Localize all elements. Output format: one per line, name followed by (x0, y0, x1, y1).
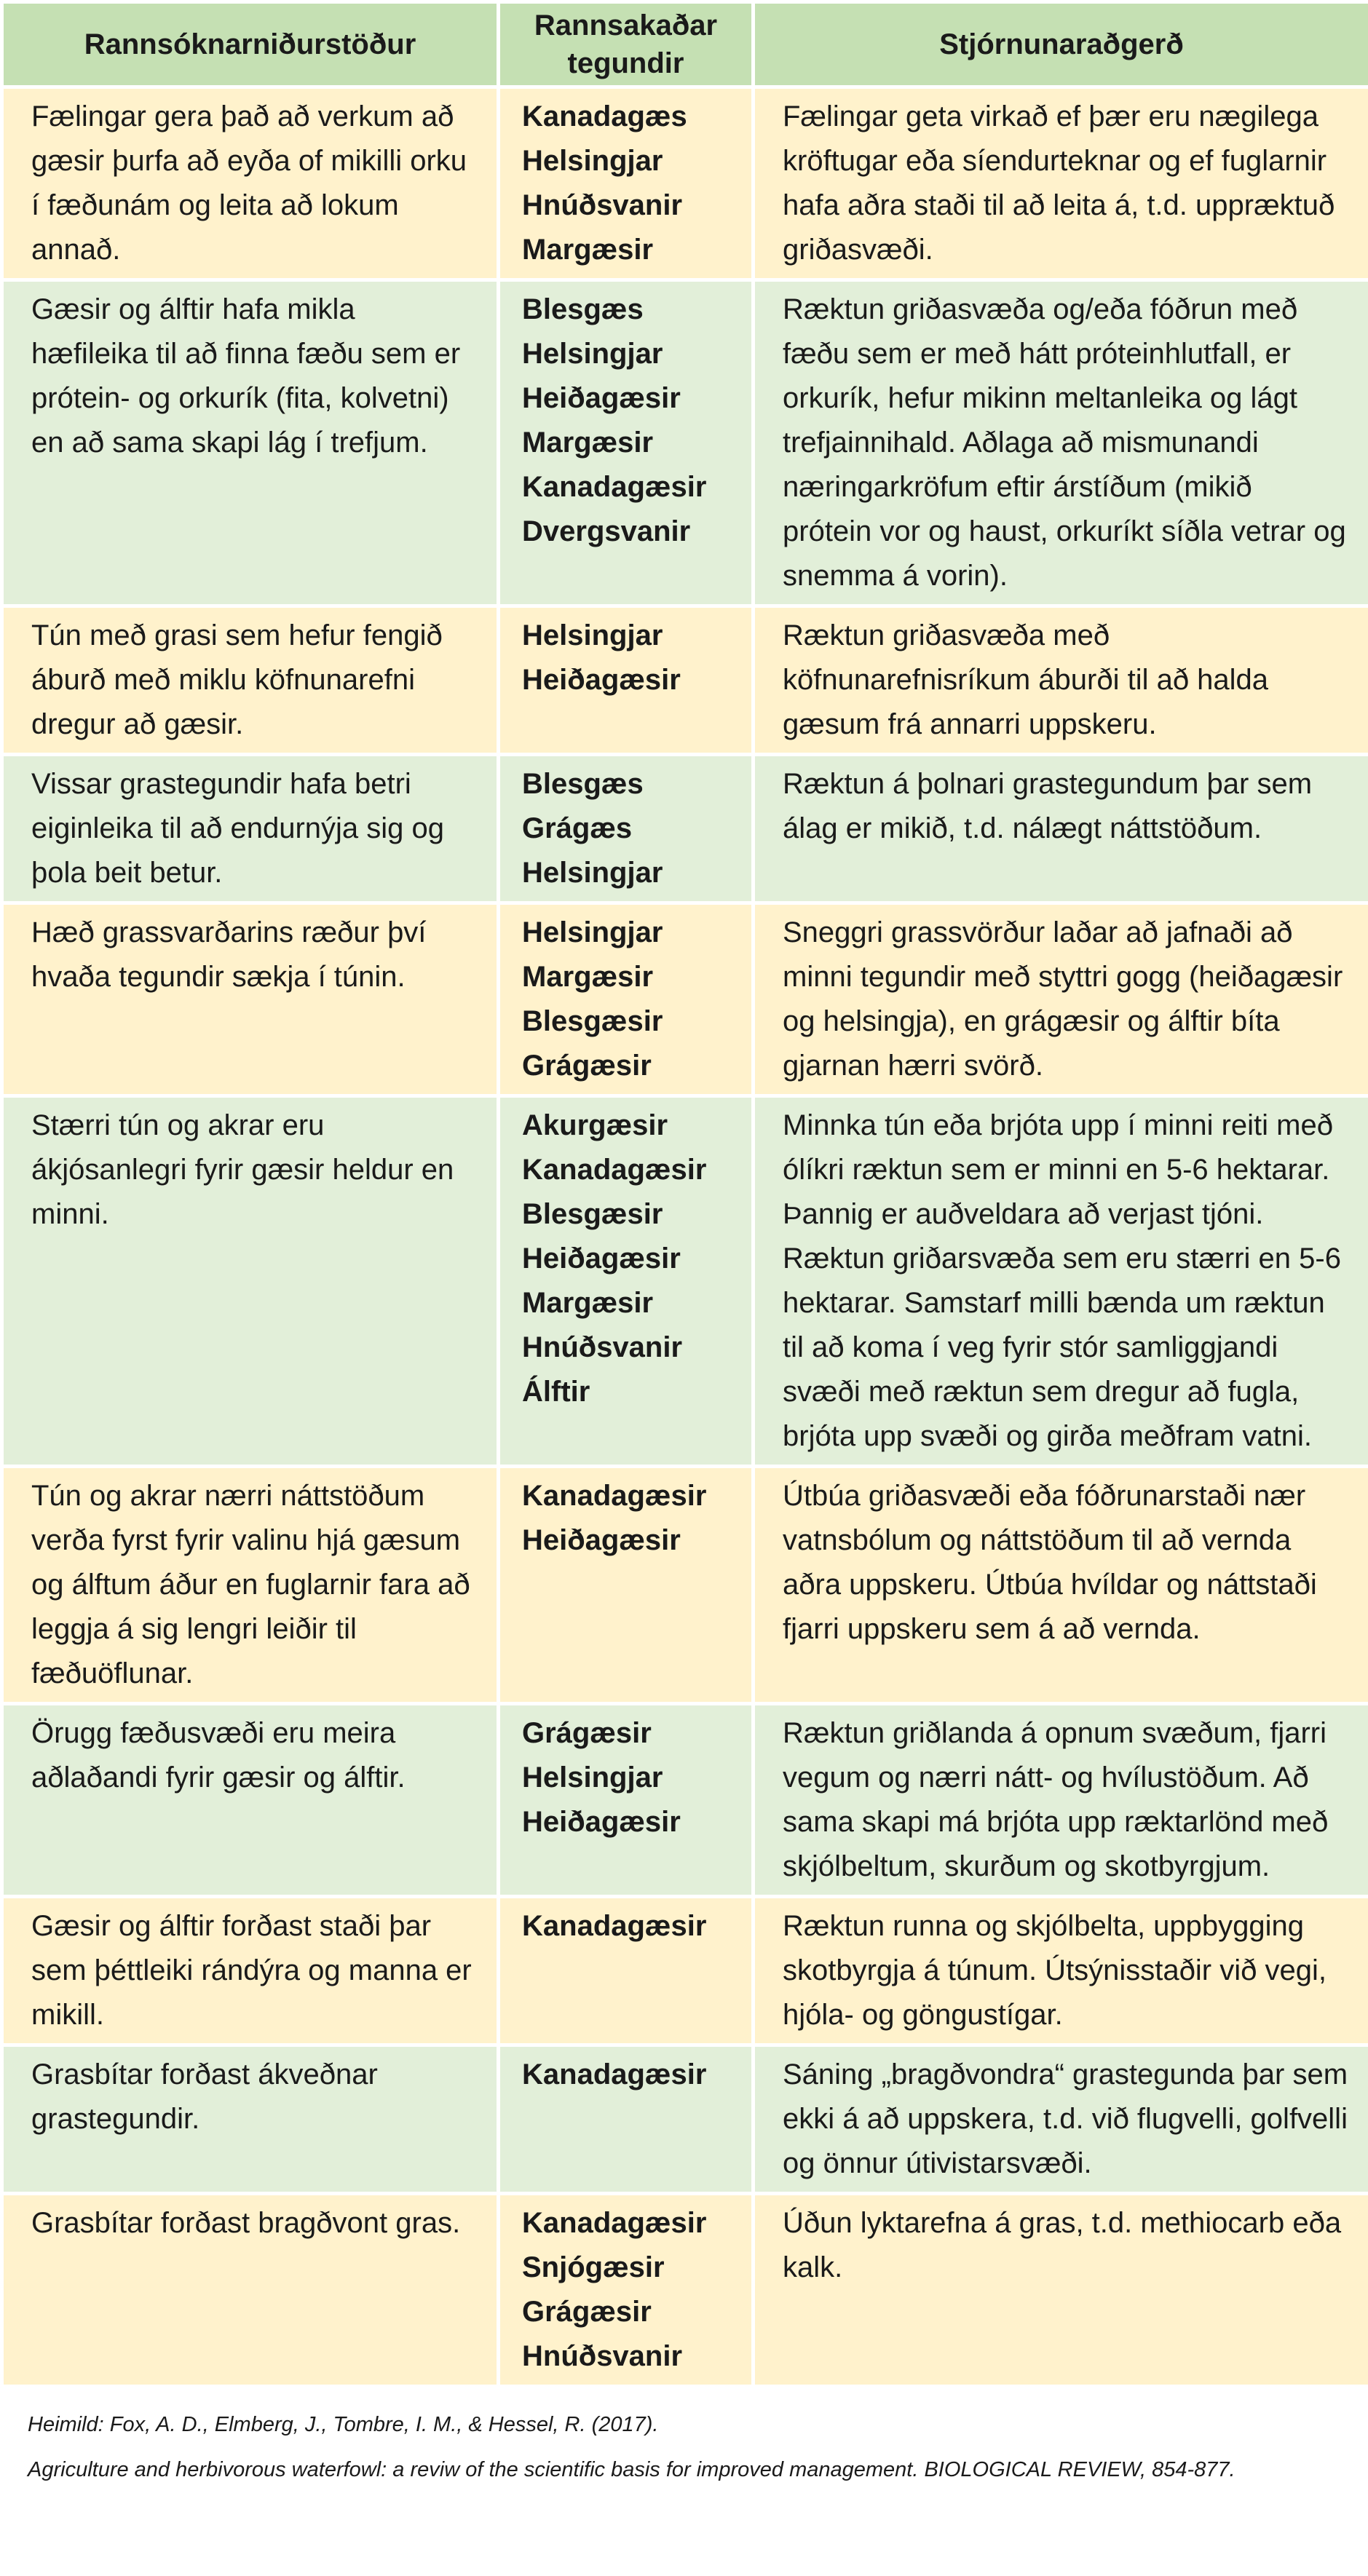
species-name: Kanadagæsir (522, 1480, 707, 1512)
measure-cell: Ræktun runna og skjólbelta, uppbygging skotbyrgja á túnum. Útsýnisstaðir við vegi, hjóla- og göngustígar. (754, 1897, 1368, 2045)
measure-cell: Sáning „bragðvondra“ grastegunda þar sem ekki á að uppskera, t.d. við flugvelli, golfvelli og önnur útivistarsvæði. (754, 2045, 1368, 2194)
species-name: Blesgæsir (522, 1005, 663, 1037)
measure-cell: Ræktun griðasvæða og/eða fóðrun með fæðu sem er með hátt próteinhlutfall, er orkurík, hefur mikinn meltanleika og lágt trefjainnihald. Aðlaga að mismunandi næringarkröfum eftir árstíðum (mikið prótein vor og haust, orkuríkt síðla vetrar og snemma á vorin). (754, 280, 1368, 606)
species-cell (499, 903, 754, 1096)
species-cell (499, 1897, 754, 2045)
species-name: Helsingjar (522, 1761, 663, 1794)
measure-cell: Sneggri grassvörður laðar að jafnaði að minni tegundir með styttri gogg (heiðagæsir og helsingja), en grágæsir og álftir bíta gjarnan hærri svörð. (754, 903, 1368, 1096)
measure-cell: Útbúa griðasvæði eða fóðrunarstaði nær vatnsbólum og náttstöðum til að vernda aðra uppskeru. Útbúa hvíldar og náttstaði fjarri uppskeru sem á að vernda. (754, 1467, 1368, 1704)
measure-cell: Ræktun á þolnari grastegundum þar sem álag er mikið, t.d. nálægt náttstöðum. (754, 755, 1368, 903)
species-name: Heiðagæsir (522, 1243, 681, 1275)
table-header (2, 2, 1368, 87)
measure-cell: Ræktun griðasvæða með köfnunarefnisríkum áburði til að halda gæsum frá annarri uppskeru. (754, 606, 1368, 755)
species-name: Grágæsir (522, 1050, 652, 1082)
header-species: Rannsakaðar tegundir (499, 2, 754, 87)
species-cell (499, 1704, 754, 1897)
species-name: Blesgæs (522, 768, 644, 800)
finding-cell: Grasbítar forðast bragðvont gras. (2, 2194, 499, 2387)
finding-cell: Tún með grasi sem hefur fengið áburð með miklu köfnunarefni dregur að gæsir. (2, 606, 499, 755)
species-name: Kanadagæsir (522, 2058, 707, 2090)
source-line-1: Heimild: Fox, A. D., Elmberg, J., Tombre, I. M., & Hessel, R. (2017). (28, 2413, 659, 2436)
species-name: Heiðagæsir (522, 1524, 681, 1556)
species-name: Heiðagæsir (522, 664, 681, 696)
species-name: Grágæsir (522, 1717, 652, 1749)
species-name: Heiðagæsir (522, 382, 681, 414)
species-name: Helsingjar (522, 857, 663, 889)
finding-cell: Gæsir og álftir hafa mikla hæfileika til að finna fæðu sem er prótein- og orkurík (fita, kolvetni) en að sama skapi lág í trefjum. (2, 280, 499, 606)
species-cell (499, 2045, 754, 2194)
table-row (2, 87, 1368, 280)
species-cell (499, 1096, 754, 1467)
species-name: Akurgæsir (522, 1109, 668, 1141)
table-row (2, 280, 1368, 606)
species-cell (499, 755, 754, 903)
finding-cell: Gæsir og álftir forðast staði þar sem þéttleiki rándýra og manna er mikill. (2, 1897, 499, 2045)
species-name: Helsingjar (522, 916, 663, 948)
table-row (2, 755, 1368, 903)
measure-cell: Minnka tún eða brjóta upp í minni reiti með ólíkri ræktun sem er minni en 5-6 hektarar. Þannig er auðveldara að verjast tjóni. Ræktun griðarsvæða sem eru stærri en 5-6 hektarar. Samstarf milli bænda um ræktun til að koma í veg fyrir stór samliggjandi svæði með ræktun sem dregur að fugla, brjóta upp svæði og girða meðfram vatni. (754, 1096, 1368, 1467)
table-row (2, 1897, 1368, 2045)
header-findings: Rannsóknarniðurstöður (2, 2, 499, 87)
species-name: Heiðagæsir (522, 1806, 681, 1838)
species-name: Helsingjar (522, 338, 663, 370)
species-name: Blesgæs (522, 293, 644, 325)
finding-cell: Grasbítar forðast ákveðnar grastegundir. (2, 2045, 499, 2194)
table-row (2, 2045, 1368, 2194)
species-name: Margæsir (522, 427, 654, 459)
species-name: Helsingjar (522, 145, 663, 177)
species-name: Hnúðsvanir (522, 189, 683, 221)
species-name: Margæsir (522, 234, 654, 266)
finding-cell: Örugg fæðusvæði eru meira aðlaðandi fyrir gæsir og álftir. (2, 1704, 499, 1897)
table-row (2, 1096, 1368, 1467)
species-cell (499, 606, 754, 755)
finding-cell: Vissar grastegundir hafa betri eiginleika til að endurnýja sig og þola beit betur. (2, 755, 499, 903)
species-name: Kanadagæsir (522, 2207, 707, 2239)
species-cell (499, 2194, 754, 2387)
measure-cell: Ræktun griðlanda á opnum svæðum, fjarri vegum og nærri nátt- og hvílustöðum. Að sama skapi má brjóta upp ræktarlönd með skjólbeltum, skurðum og skotbyrgjum. (754, 1704, 1368, 1897)
species-name: Grágæs (522, 812, 633, 844)
species-name: Snjógæsir (522, 2251, 665, 2283)
table-row (2, 1467, 1368, 1704)
species-name: Blesgæsir (522, 1198, 663, 1230)
finding-cell: Fælingar gera það að verkum að gæsir þurfa að eyða of mikilli orku í fæðunám og leita að lokum annað. (2, 87, 499, 280)
table-row (2, 606, 1368, 755)
finding-cell: Hæð grassvarðarins ræður því hvaða tegundir sækja í túnin. (2, 903, 499, 1096)
source-line-2: Agriculture and herbivorous waterfowl: a reviw of the scientific basis for improved management. BIOLOGICAL REVIEW, 854-877. (28, 2458, 1235, 2481)
species-name: Hnúðsvanir (522, 2340, 683, 2372)
table-row (2, 2194, 1368, 2387)
measure-cell: Fælingar geta virkað ef þær eru nægilega kröftugar eða síendurteknar og ef fuglarnir hafa aðra staði til að leita á, t.d. uppræktuð griðasvæði. (754, 87, 1368, 280)
species-name: Kanadagæsir (522, 1154, 707, 1186)
header-measures: Stjórnunaraðgerð (754, 2, 1368, 87)
species-cell (499, 280, 754, 606)
species-name: Margæsir (522, 1287, 654, 1319)
species-name: Helsingjar (522, 619, 663, 651)
source-citation (0, 2388, 1368, 2484)
finding-cell: Tún og akrar nærri náttstöðum verða fyrst fyrir valinu hjá gæsum og álftum áður en fuglarnir fara að leggja á sig lengri leiðir til fæðuöflunar. (2, 1467, 499, 1704)
species-name: Grágæsir (522, 2296, 652, 2328)
species-cell (499, 87, 754, 280)
finding-cell: Stærri tún og akrar eru ákjósanlegri fyrir gæsir heldur en minni. (2, 1096, 499, 1467)
table-body (2, 87, 1368, 2387)
species-name: Álftir (522, 1376, 590, 1408)
species-name: Hnúðsvanir (522, 1331, 683, 1363)
species-name: Kanadagæs (522, 100, 687, 132)
species-name: Dvergsvanir (522, 515, 691, 547)
measure-cell: Úðun lyktarefna á gras, t.d. methiocarb eða kalk. (754, 2194, 1368, 2387)
table-row (2, 1704, 1368, 1897)
species-cell (499, 1467, 754, 1704)
species-name: Kanadagæsir (522, 1910, 707, 1942)
table-row (2, 903, 1368, 1096)
species-name: Kanadagæsir (522, 471, 707, 503)
species-name: Margæsir (522, 961, 654, 993)
